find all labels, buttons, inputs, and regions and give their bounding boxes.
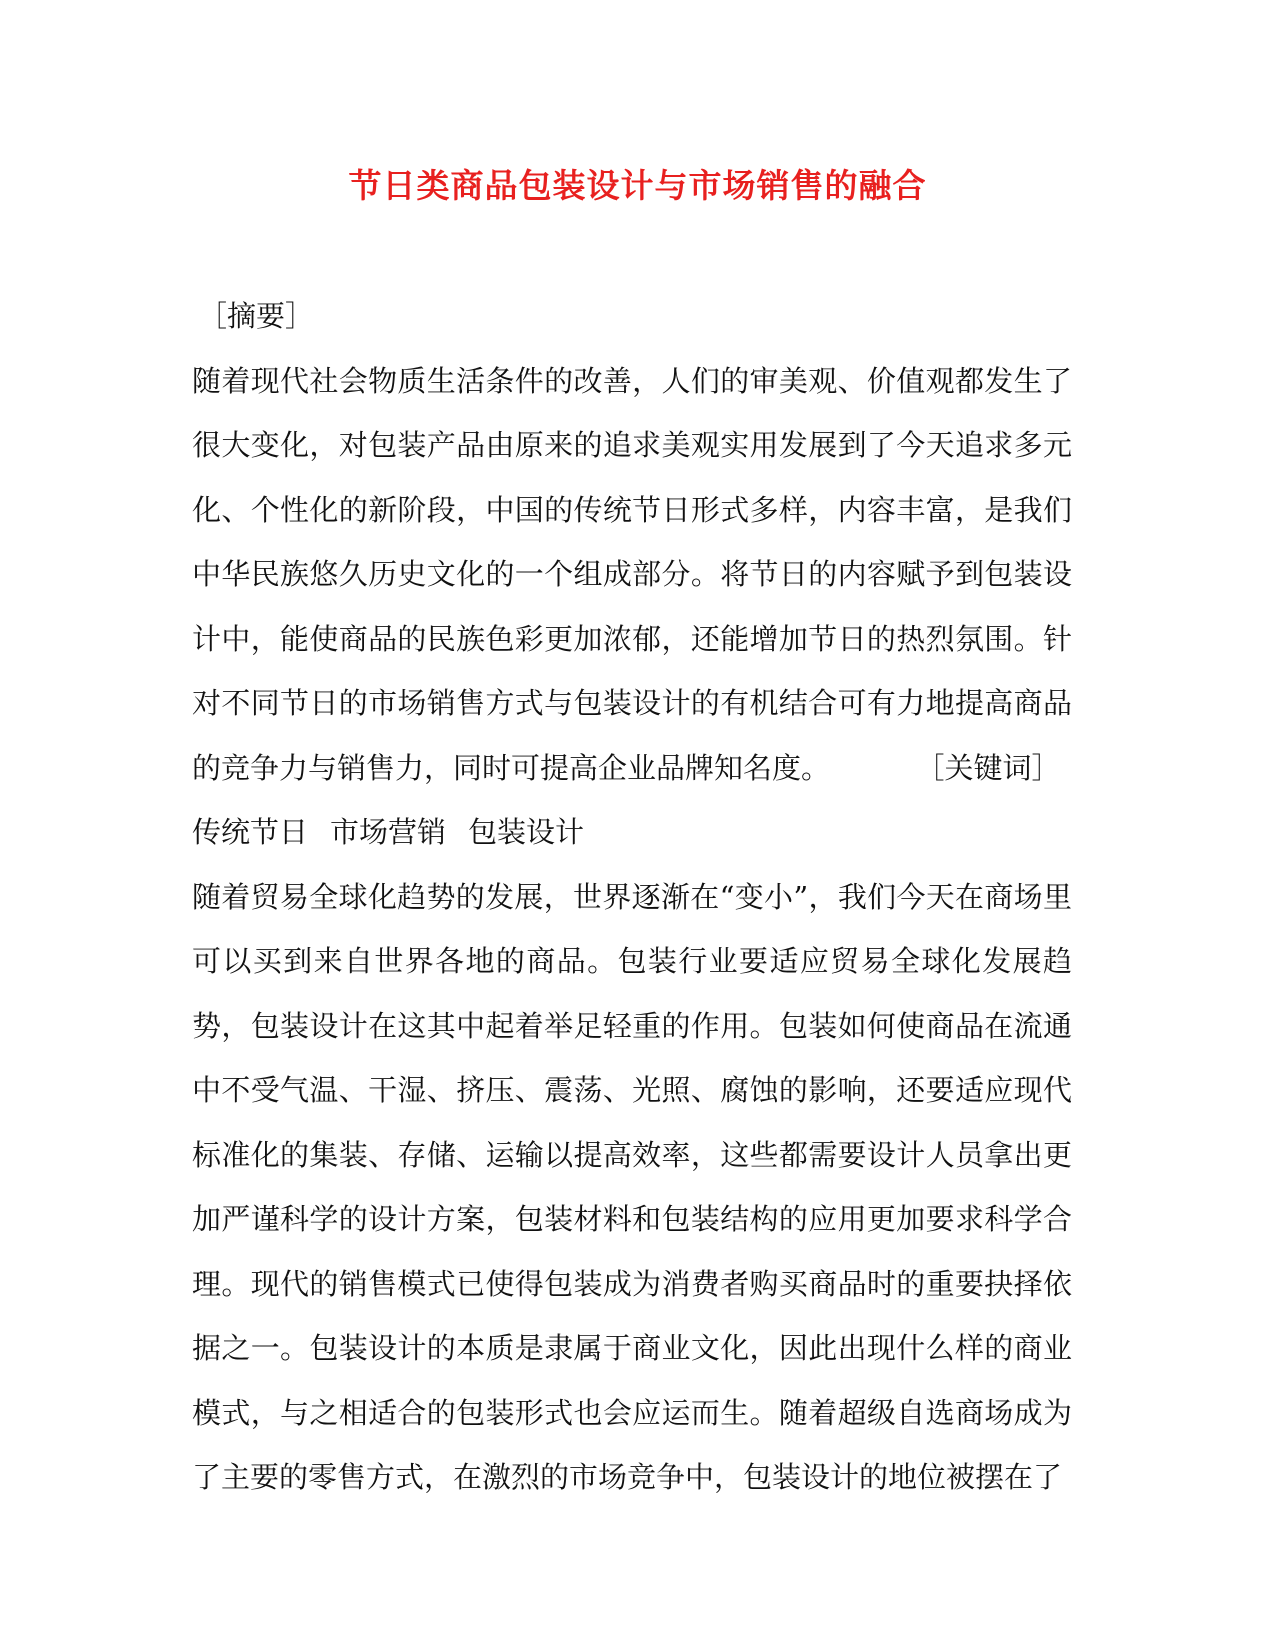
abstract-label: ［摘要］ [198,299,315,333]
keywords-line [192,800,1072,865]
keyword-item: 包装设计 [468,815,585,849]
body-paragraph: 随着贸易全球化趋势的发展，世界逐渐在“变小”，我们今天在商场里可以买到来自世界各地的商品。包装行业要适应贸易全球化发展趋势，包装设计在这其中起着举足轻重的作用。包装如何使商品在流通中不受气温、干湿、挤压、震荡、光照、腐蚀的影响，还要适应现代标准化的集装、存储、运输以提高效率，这些都需要设计人员拿出更加严谨科学的设计方案，包装材料和包装结构的应用更加要求科学合理。现代的销售模式已使得包装成为消费者购买商品时的重要抉择依据之一。包装设计的本质是隶属于商业文化，因此出现什么样的商业模式，与之相适合的包装形式也会应运而生。随着超级自选商场成为了主要的零售方式，在激烈的市场竞争中，包装设计的地位被摆在了 [192,879,1072,1494]
document-title: 节日类商品包装设计与市场销售的融合 [348,166,927,205]
keyword-item: 传统节日 [192,815,309,849]
keywords-label: ［关键词］ [930,750,1061,785]
document-content [192,284,1072,1510]
keyword-item: 市场营销 [330,815,447,849]
abstract-paragraph [192,349,1072,801]
abstract-text: 随着现代社会物质生活条件的改善，人们的审美观、价值观都发生了很大变化，对包装产品由原来的追求美观实用发展到了今天追求多元化、个性化的新阶段，中国的传统节日形式多样，内容丰富，是我们中华民族悠久历史文化的一个组成部分。将节日的内容赋予到包装设计中，能使商品的民族色彩更加浓郁，还能增加节日的热烈氛围。针对不同节日的市场销售方式与包装设计的有机结合可有力地提高商品的竞争力与销售力，同时可提高企业品牌知名度。 [192,363,1072,785]
